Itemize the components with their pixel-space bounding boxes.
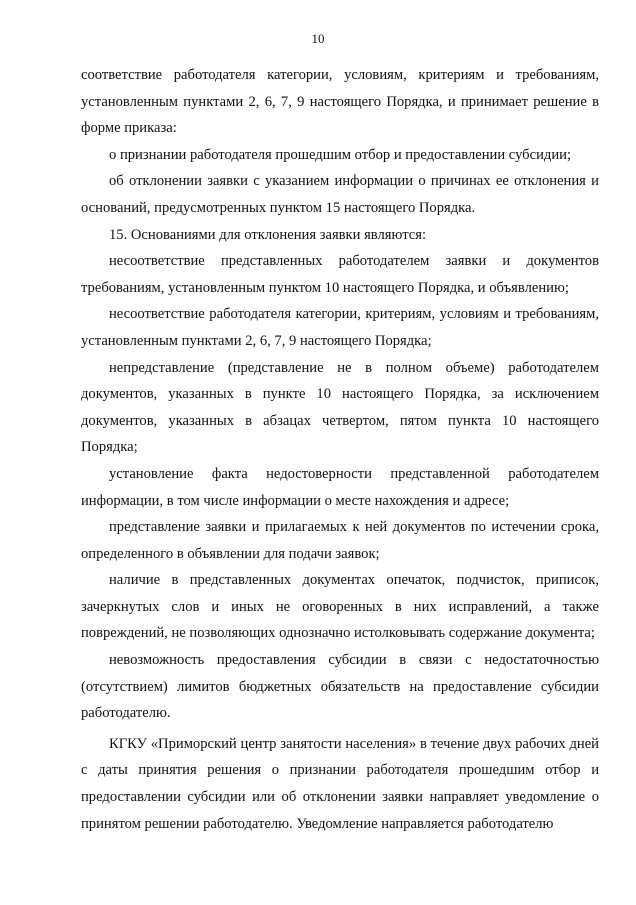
- paragraph-section-15-heading: 15. Основаниями для отклонения заявки являются:: [109, 226, 427, 243]
- paragraph-ground-missing-documents: непредставление (представление не в полном объеме) работодателем документов, указанных в пункте 10 настоящего Порядка, за исключением документов, указанных в абзацах четвертом, пятом пункта 10 настоящего Порядка;: [81, 359, 599, 456]
- paragraph-notification: КГКУ «Приморский центр занятости населения» в течение двух рабочих дней с даты принятия решения о признании работодателя прошедшим отбор и предоставлении субсидии или об отклонении заявки направляет уведомление о принятом решении работодателю. Уведомление направляется работодателю: [81, 735, 599, 832]
- paragraph-ground-document-defects: наличие в представленных документах опечаток, подчисток, приписок, зачеркнутых слов и иных не оговоренных в них исправлений, а также повреждений, не позволяющих однозначно истолковывать содержание документа;: [81, 572, 599, 642]
- document-body: [81, 62, 599, 837]
- paragraph-decision-reject: об отклонении заявки с указанием информации о причинах ее отклонения и оснований, предусмотренных пунктом 15 настоящего Порядка.: [81, 173, 599, 216]
- paragraph-ground-budget-limits: невозможность предоставления субсидии в связи с недостаточностью (отсутствием) лимитов бюджетных обязательств на предоставление субсидии работодателю.: [81, 652, 599, 722]
- paragraph-ground-employer-mismatch: несоответствие работодателя категории, критериям, условиям и требованиям, установленным пунктами 2, 6, 7, 9 настоящего Порядка;: [81, 306, 599, 349]
- paragraph-ground-false-information: установление факта недостоверности представленной работодателем информации, в том числе информации о месте нахождения и адресе;: [81, 465, 599, 509]
- paragraph-decision-approve: о признании работодателя прошедшим отбор и предоставлении субсидии;: [109, 146, 571, 163]
- paragraph-criteria-continuation: соответствие работодателя категории, условиям, критериям и требованиям, установленным пунктами 2, 6, 7, 9 настоящего Порядка, и принимает решение в форме приказа:: [81, 67, 599, 137]
- paragraph-ground-document-mismatch: несоответствие представленных работодателем заявки и документов требованиям, установленным пунктом 10 настоящего Порядка, и объявлению;: [81, 253, 599, 296]
- page-number: 10: [311, 31, 325, 46]
- paragraph-ground-late-submission: представление заявки и прилагаемых к ней документов по истечении срока, определенного в объявлении для подачи заявок;: [81, 519, 599, 562]
